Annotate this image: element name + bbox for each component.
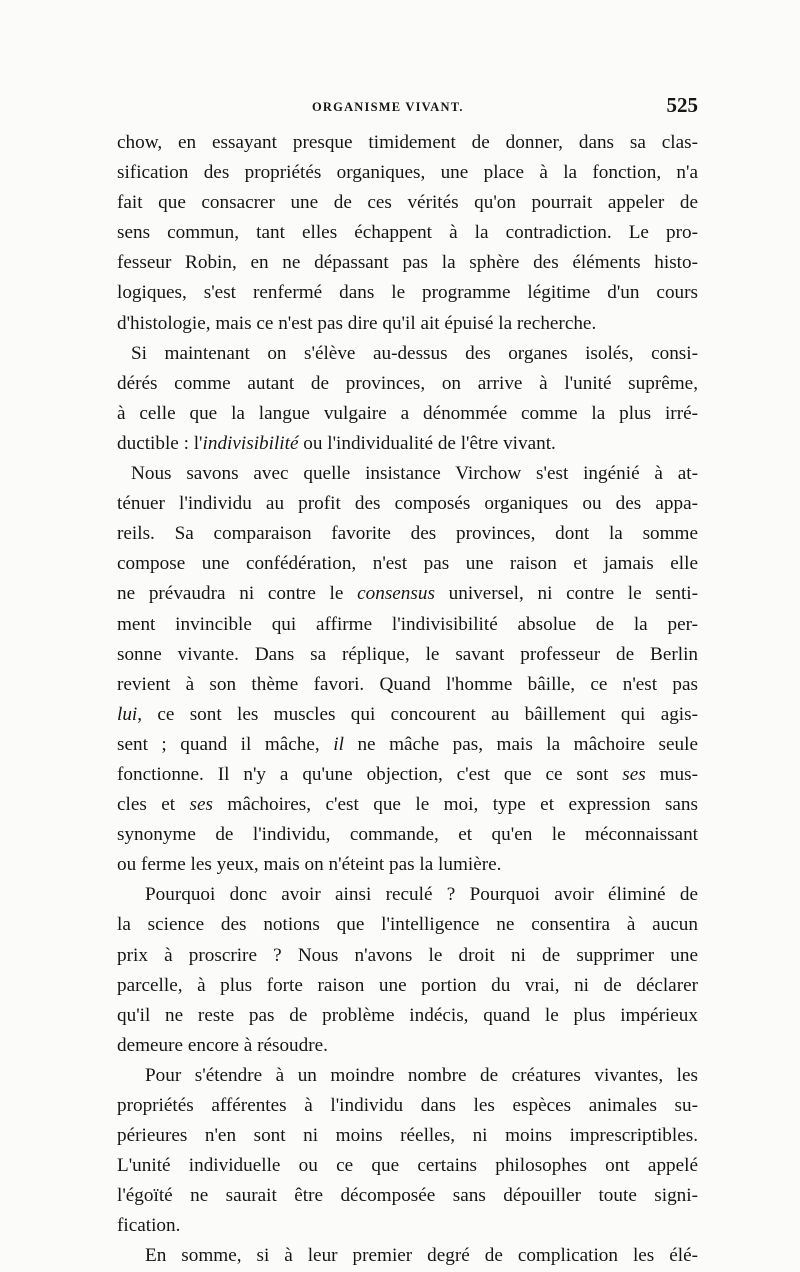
text-line: lui, ce sont les muscles qui concourent au bâillement qui agis- xyxy=(117,703,698,725)
text-line: ductible : l'indivisibilité ou l'individualité de l'être vivant. xyxy=(117,432,556,454)
text-line: demeure encore à résoudre. xyxy=(117,1034,328,1056)
text-line: périeures n'en sont ni moins réelles, ni moins imprescriptibles. xyxy=(117,1125,698,1147)
text-line: ténuer l'individu au profit des composés organiques ou des appa- xyxy=(117,493,698,515)
italic-term: indivisibilité xyxy=(202,432,299,454)
text-line: sification des propriétés organiques, une place à la fonction, n'a xyxy=(117,162,698,184)
text-line: revient à son thème favori. Quand l'homme bâille, ce n'est pas xyxy=(117,673,698,695)
text-line: ment invincible qui affirme l'indivisibilité absolue de la per- xyxy=(117,613,698,635)
text-line: à celle que la langue vulgaire a dénommée comme la plus irré- xyxy=(117,402,698,424)
text-line: sonne vivante. Dans sa réplique, le savant professeur de Berlin xyxy=(117,643,698,665)
text-line: Si maintenant on s'élève au-dessus des organes isolés, consi- xyxy=(131,342,698,364)
paragraph-4 xyxy=(117,880,698,1061)
paragraph-2 xyxy=(117,339,698,459)
paragraph-6 xyxy=(117,1241,698,1271)
text-line: propriétés afférentes à l'individu dans les espèces animales su- xyxy=(117,1095,698,1116)
text-line: fait que consacrer une de ces vérités qu'on pourrait appeler de xyxy=(117,192,698,214)
text-line: la science des notions que l'intelligence ne consentira à aucun xyxy=(117,914,698,936)
text-line: En somme, si à leur premier degré de complication les élé- xyxy=(145,1245,698,1267)
text-line: synonyme de l'individu, commande, et qu'en le méconnaissant xyxy=(117,824,698,846)
italic-term: consensus xyxy=(357,583,435,605)
text-line: reils. Sa comparaison favorite des provinces, dont la somme xyxy=(117,523,698,545)
body-text xyxy=(117,128,698,1272)
text-line: ou ferme les yeux, mais on n'éteint pas la lumière. xyxy=(117,854,502,876)
text-line: parcelle, à plus forte raison une portion du vrai, ni de déclarer xyxy=(117,974,698,996)
text-line: ne prévaudra ni contre le consensus universel, ni contre le senti- xyxy=(117,583,698,605)
text-line: compose une confédération, n'est pas une raison et jamais elle xyxy=(117,553,698,575)
text-line: chow, en essayant presque timidement de donner, dans sa clas- xyxy=(117,132,698,153)
italic-term: ses xyxy=(622,763,646,785)
text-line: l'égoïté ne saurait être décomposée sans dépouiller toute signi- xyxy=(117,1185,698,1207)
italic-term: lui xyxy=(117,703,138,725)
running-title: ORGANISME VIVANT. xyxy=(312,100,464,114)
paragraph-1 xyxy=(117,128,698,339)
text-line: sent ; quand il mâche, il ne mâche pas, mais la mâchoire seule xyxy=(117,733,698,755)
text-line: Nous savons avec quelle insistance Virchow s'est ingénié à at- xyxy=(131,463,698,485)
text-line: d'histologie, mais ce n'est pas dire qu'il ait épuisé la recherche. xyxy=(117,312,597,334)
text-line: Pourquoi donc avoir ainsi reculé ? Pourquoi avoir éliminé de xyxy=(145,884,698,906)
text-line: qu'il ne reste pas de problème indécis, quand le plus impérieux xyxy=(117,1004,698,1026)
text-line: logiques, s'est renfermé dans le programme légitime d'un cours xyxy=(117,282,698,304)
text-line: fication. xyxy=(117,1215,181,1237)
text-line: dérés comme autant de provinces, on arrive à l'unité suprême, xyxy=(117,372,698,394)
text-line: fonctionne. Il n'y a qu'une objection, c'est que ce sont ses mus- xyxy=(117,763,698,785)
text-line: Pour s'étendre à un moindre nombre de créatures vivantes, les xyxy=(145,1064,698,1086)
text-line: L'unité individuelle ou ce que certains philosophes ont appelé xyxy=(117,1155,698,1177)
text-line: fesseur Robin, en ne dépassant pas la sphère des éléments histo- xyxy=(117,252,698,274)
italic-term: il xyxy=(333,733,344,755)
page-number: 525 xyxy=(666,93,698,117)
text-line: sens commun, tant elles échappent à la contradiction. Le pro- xyxy=(117,222,698,244)
italic-term: ses xyxy=(189,794,213,816)
page-header xyxy=(117,90,698,128)
paragraph-5 xyxy=(117,1061,698,1242)
paragraph-3 xyxy=(117,459,698,880)
text-line: cles et ses mâchoires, c'est que le moi, type et expression sans xyxy=(117,794,698,816)
text-line: prix à proscrire ? Nous n'avons le droit ni de supprimer une xyxy=(117,944,698,966)
